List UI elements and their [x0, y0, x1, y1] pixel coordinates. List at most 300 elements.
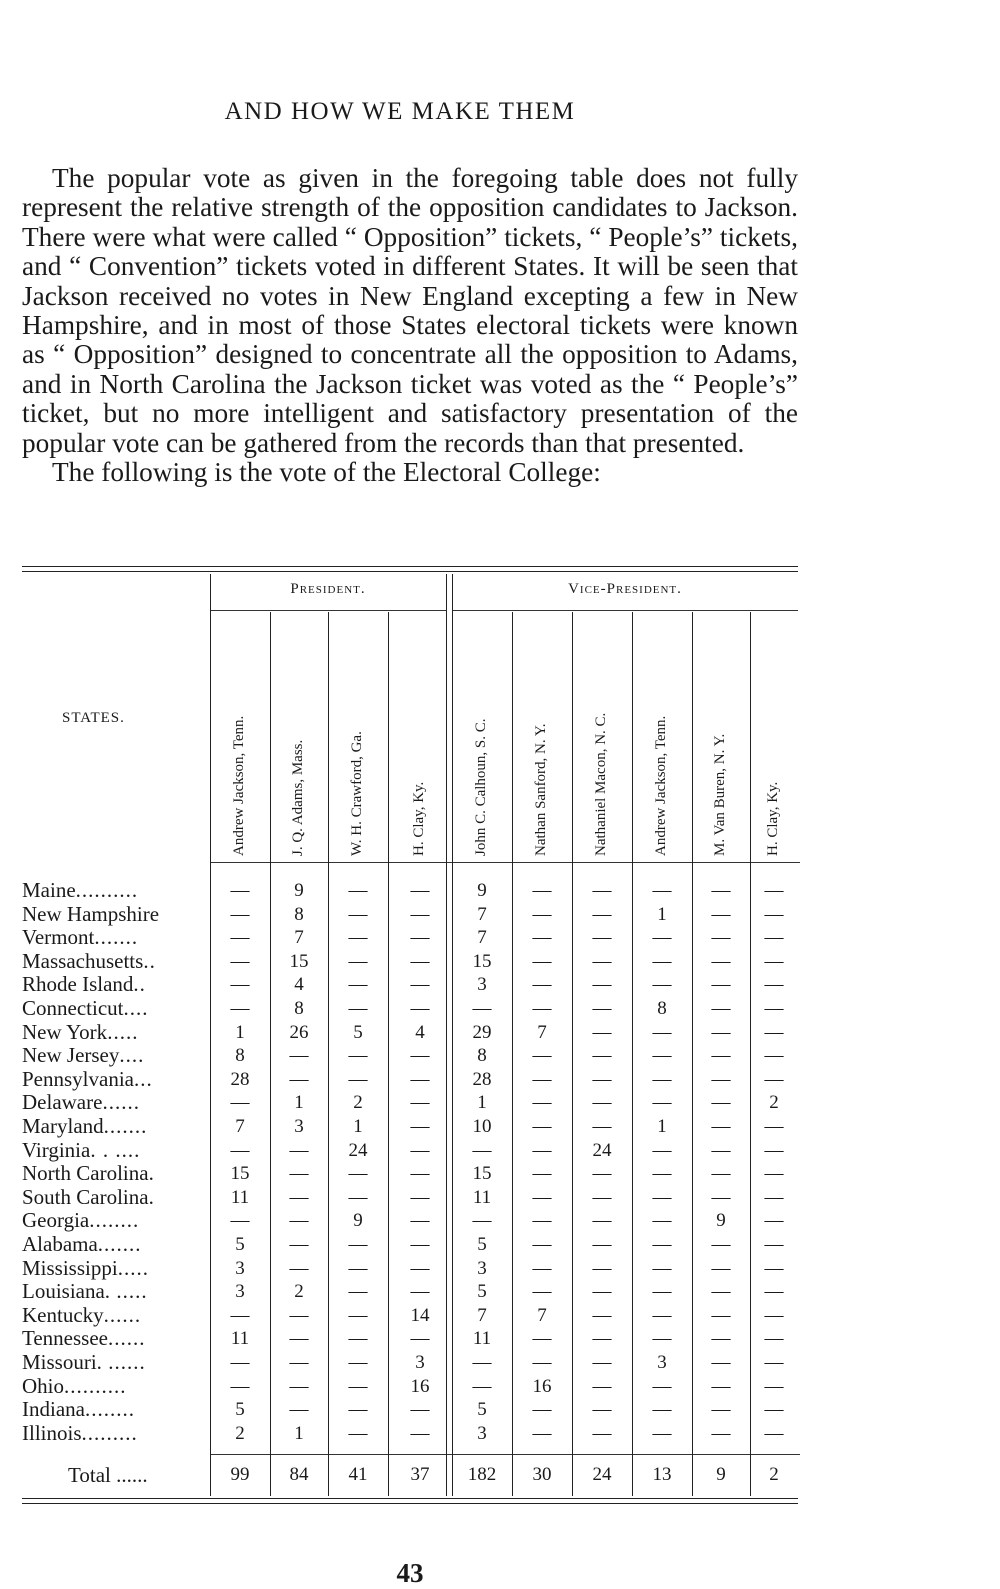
vote-cell: —	[532, 1163, 552, 1185]
vote-cell: 7	[235, 1116, 245, 1137]
paragraph-2: The following is the vote of the Electoral College:	[52, 457, 601, 488]
total-cell: 24	[592, 1464, 612, 1485]
vote-cell: —	[230, 880, 250, 901]
vote-cell: —	[348, 1186, 368, 1208]
vote-cell: —	[230, 903, 250, 925]
vote-cell: —	[764, 1186, 784, 1208]
vote-cell: —	[592, 1328, 612, 1350]
vote-cell: —	[532, 880, 552, 901]
state-name	[22, 879, 210, 902]
vote-cell: —	[532, 1422, 552, 1444]
column-header: H. Clay, Ky.	[411, 781, 427, 856]
vote-cell: —	[230, 1352, 250, 1373]
vote-cell: 2	[235, 1422, 245, 1444]
vote-cell: —	[764, 1116, 784, 1137]
vote-cell: —	[652, 950, 672, 972]
vote-cell: 1	[353, 1116, 363, 1137]
vote-cell: —	[652, 1422, 672, 1444]
vote-cell: —	[348, 1257, 368, 1279]
vote-cell: 5	[235, 1234, 245, 1255]
electoral-college-table	[22, 566, 800, 1526]
vote-cell: 3	[657, 1352, 667, 1373]
vote-cell: —	[410, 927, 430, 949]
vote-cell: —	[230, 1139, 250, 1161]
vote-cell: —	[764, 1281, 784, 1303]
leader-dots: .........	[81, 1421, 138, 1445]
vote-cell: —	[592, 880, 612, 901]
vote-cell: —	[711, 998, 731, 1019]
vote-cell: —	[230, 1375, 250, 1397]
leader-dots: ......	[103, 1303, 142, 1327]
vote-cell: —	[472, 1352, 492, 1373]
vote-cell: —	[289, 1328, 309, 1350]
vote-cell: —	[764, 1021, 784, 1043]
column-header: Nathaniel Macon, N. C.	[593, 712, 609, 856]
vote-cell: —	[711, 1422, 731, 1444]
vote-cell: —	[592, 1304, 612, 1326]
state-name	[22, 1257, 210, 1280]
vote-cell: —	[472, 1210, 492, 1232]
vote-cell: —	[532, 950, 552, 972]
vote-cell: —	[592, 950, 612, 972]
leader-dots: ......	[108, 1327, 146, 1351]
state-name	[22, 1233, 210, 1256]
leader-dots: ....	[119, 1044, 145, 1068]
vote-cell: —	[410, 1422, 430, 1444]
body-text	[22, 164, 798, 487]
vote-cell: —	[592, 1068, 612, 1090]
table-row	[22, 1021, 798, 1045]
table-row	[22, 1280, 798, 1304]
leader-dots: ..........	[64, 1374, 127, 1398]
vote-cell: —	[652, 1328, 672, 1350]
vote-cell: 28	[472, 1068, 492, 1090]
vote-cell: —	[532, 1092, 552, 1114]
vote-cell: —	[532, 1068, 552, 1090]
vote-cell: 7	[477, 1304, 487, 1326]
leader-dots: .....	[107, 1020, 139, 1044]
vote-cell: —	[532, 998, 552, 1019]
vote-cell: 11	[230, 1328, 250, 1350]
vote-cell: —	[348, 998, 368, 1019]
vote-cell: —	[652, 1186, 672, 1208]
vote-cell: —	[532, 927, 552, 949]
vote-cell: 9	[477, 880, 487, 901]
vote-cell: —	[592, 1186, 612, 1208]
vote-cell: —	[592, 927, 612, 949]
column-header: Andrew Jackson, Tenn.	[231, 715, 247, 856]
vote-cell: —	[652, 1163, 672, 1185]
vote-cell: —	[532, 1210, 552, 1232]
state-label: Mississippi	[22, 1256, 118, 1280]
vote-cell: —	[652, 1092, 672, 1114]
vote-cell: 4	[415, 1021, 425, 1043]
vote-cell: —	[230, 1210, 250, 1232]
table-row	[22, 879, 798, 903]
vote-cell: —	[410, 1116, 430, 1137]
vote-cell: —	[348, 1422, 368, 1444]
vote-cell: —	[592, 903, 612, 925]
leader-dots: ..	[143, 949, 156, 973]
total-cell: 99	[230, 1464, 250, 1485]
state-label: Maryland	[22, 1115, 104, 1138]
vote-cell: —	[764, 1210, 784, 1232]
table-row	[22, 1162, 798, 1186]
leader-dots: .....	[117, 1256, 149, 1280]
table-row	[22, 1044, 798, 1068]
vote-cell: —	[592, 1092, 612, 1114]
vote-cell: —	[764, 1068, 784, 1090]
vote-cell: —	[410, 903, 430, 925]
state-name	[22, 903, 210, 926]
vote-cell: —	[230, 927, 250, 949]
vote-cell: —	[532, 1234, 552, 1255]
state-name	[22, 950, 210, 973]
vote-cell: —	[289, 1186, 309, 1208]
total-cell: 41	[348, 1464, 368, 1485]
state-label: Alabama	[22, 1233, 98, 1256]
table-row	[22, 1351, 798, 1375]
vote-cell: 3	[235, 1281, 245, 1303]
vote-cell: —	[289, 1352, 309, 1373]
state-name	[22, 1280, 210, 1303]
leader-dots: ....	[123, 997, 149, 1020]
leader-dots: ......	[101, 1351, 146, 1374]
vote-cell: —	[652, 1399, 672, 1421]
vote-cell: 15	[472, 1163, 492, 1185]
leader-dots: .	[148, 1185, 155, 1209]
vote-cell: —	[764, 1352, 784, 1373]
total-text: Total	[68, 1463, 111, 1487]
vote-cell: —	[711, 1375, 731, 1397]
vote-cell: —	[348, 903, 368, 925]
vote-cell: 10	[472, 1116, 492, 1137]
table-row	[22, 950, 798, 974]
vote-cell: —	[532, 1399, 552, 1421]
vote-cell: —	[348, 1281, 368, 1303]
vote-cell: —	[289, 1375, 309, 1397]
state-label: Kentucky	[22, 1303, 104, 1327]
state-name	[22, 1422, 210, 1445]
state-name	[22, 1304, 210, 1327]
vote-cell: 2	[294, 1281, 304, 1303]
vote-cell: —	[532, 903, 552, 925]
vote-cell: 3	[415, 1352, 425, 1373]
total-label	[68, 1463, 148, 1488]
state-label: Rhode Island	[22, 973, 134, 997]
state-label: Indiana	[22, 1398, 85, 1422]
state-label: Ohio	[22, 1374, 64, 1398]
vote-cell: —	[652, 1021, 672, 1043]
vote-cell: —	[532, 1045, 552, 1067]
vote-cell: —	[289, 1257, 309, 1279]
vote-cell: —	[711, 1068, 731, 1090]
vote-cell: —	[532, 974, 552, 996]
vote-cell: 7	[537, 1021, 547, 1043]
state-label: Massachusetts	[22, 949, 144, 973]
vote-cell: 3	[477, 1257, 487, 1279]
vote-cell: —	[711, 1304, 731, 1326]
vote-cell: 26	[289, 1021, 309, 1043]
state-name	[22, 1044, 210, 1067]
table-row	[22, 1327, 798, 1351]
state-label: Missouri.	[22, 1351, 102, 1374]
vote-cell: 1	[235, 1021, 245, 1043]
vote-cell: —	[652, 1304, 672, 1326]
vote-cell: —	[652, 1210, 672, 1232]
vote-cell: —	[711, 903, 731, 925]
vote-cell: —	[410, 880, 430, 901]
vote-cell: —	[711, 1163, 731, 1185]
vote-cell: —	[764, 903, 784, 925]
vote-cell: —	[711, 1092, 731, 1114]
table-row	[22, 903, 798, 927]
vote-cell: 5	[235, 1399, 245, 1421]
vote-cell: —	[592, 1352, 612, 1373]
vote-cell: —	[348, 1304, 368, 1326]
total-cell: 2	[769, 1464, 779, 1485]
vote-cell: 8	[657, 998, 667, 1019]
vote-cell: —	[410, 1399, 430, 1421]
state-name	[22, 926, 210, 949]
vote-cell: —	[348, 950, 368, 972]
state-name	[22, 1139, 210, 1162]
table-row	[22, 1257, 798, 1281]
vote-cell: —	[289, 1163, 309, 1185]
vote-cell: —	[764, 950, 784, 972]
vote-cell: —	[711, 927, 731, 949]
vote-cell: 16	[410, 1375, 430, 1397]
vote-cell: —	[532, 1281, 552, 1303]
table-row	[22, 1115, 798, 1139]
vote-cell: —	[711, 1281, 731, 1303]
leader-dots: ......	[116, 1463, 148, 1487]
state-name	[22, 1068, 210, 1091]
vote-cell: 2	[769, 1092, 779, 1114]
vote-cell: 24	[592, 1139, 612, 1161]
vote-cell: —	[348, 1352, 368, 1373]
state-name	[22, 1162, 210, 1185]
vote-cell: —	[348, 1163, 368, 1185]
vote-cell: —	[764, 1234, 784, 1255]
table-row	[22, 1398, 798, 1422]
vote-cell: —	[764, 1257, 784, 1279]
vote-cell: 3	[235, 1257, 245, 1279]
vote-cell: —	[652, 1068, 672, 1090]
state-name	[22, 1209, 210, 1232]
vote-cell: —	[532, 1186, 552, 1208]
table-row	[22, 1186, 798, 1210]
vote-cell: —	[711, 1021, 731, 1043]
table-row	[22, 1233, 798, 1257]
state-label: Illinois	[22, 1421, 82, 1445]
vote-cell: —	[410, 1092, 430, 1114]
vote-cell: —	[652, 1045, 672, 1067]
state-name	[22, 1351, 210, 1374]
vote-cell: —	[711, 1116, 731, 1137]
vote-cell: —	[592, 1375, 612, 1397]
vote-cell: 8	[294, 903, 304, 925]
state-name	[22, 1375, 210, 1398]
vote-cell: —	[289, 1139, 309, 1161]
vote-cell: —	[652, 1281, 672, 1303]
vote-cell: 5	[477, 1281, 487, 1303]
vote-cell: —	[348, 1399, 368, 1421]
column-header: W. H. Crawford, Ga.	[349, 731, 365, 856]
vote-cell: 15	[289, 950, 309, 972]
vote-cell: —	[230, 1304, 250, 1326]
state-name	[22, 997, 210, 1020]
state-name	[22, 1115, 210, 1138]
vote-cell: —	[410, 1045, 430, 1067]
table-row	[22, 1139, 798, 1163]
vote-cell: —	[592, 1021, 612, 1043]
column-header: Nathan Sanford, N. Y.	[533, 723, 549, 856]
leader-dots: ..	[133, 973, 146, 997]
vice-president-group-header: Vice-President.	[568, 581, 682, 597]
vote-cell: —	[592, 1399, 612, 1421]
vote-cell: —	[711, 1352, 731, 1373]
vote-cell: —	[348, 1328, 368, 1350]
vote-cell: 11	[472, 1328, 492, 1350]
column-header: H. Clay, Ky.	[765, 781, 781, 856]
vote-cell: —	[230, 998, 250, 1019]
vote-cell: 7	[477, 927, 487, 949]
vote-cell: —	[592, 998, 612, 1019]
vote-cell: —	[592, 974, 612, 996]
running-head: AND HOW WE MAKE THEM	[224, 98, 576, 125]
vote-cell: 7	[477, 903, 487, 925]
table-row	[22, 1091, 798, 1115]
vote-cell: —	[532, 1257, 552, 1279]
vote-cell: —	[472, 998, 492, 1019]
table-row	[22, 973, 798, 997]
vote-cell: —	[764, 974, 784, 996]
state-name	[22, 1186, 210, 1209]
state-label: Virginia	[22, 1138, 91, 1162]
vote-cell: —	[592, 1234, 612, 1255]
state-label: Louisiana.	[22, 1280, 111, 1304]
total-cell: 84	[289, 1464, 309, 1485]
state-name	[22, 1327, 210, 1350]
vote-cell: —	[289, 1210, 309, 1232]
vote-cell: 1	[657, 903, 667, 925]
vote-cell: —	[348, 974, 368, 996]
state-label: Delaware	[22, 1091, 103, 1115]
vote-cell: —	[410, 1186, 430, 1208]
state-name	[22, 1091, 210, 1114]
vote-cell: —	[764, 1328, 784, 1350]
vote-cell: —	[764, 998, 784, 1019]
vote-cell: —	[764, 1422, 784, 1444]
vote-cell: 9	[716, 1210, 726, 1232]
vote-cell: —	[711, 1186, 731, 1208]
states-column-header: STATES.	[62, 710, 125, 726]
vote-cell: —	[652, 1375, 672, 1397]
vote-cell: 7	[294, 927, 304, 949]
vote-cell: —	[592, 1257, 612, 1279]
vote-cell: —	[764, 1375, 784, 1397]
vote-cell: —	[472, 1139, 492, 1161]
vote-cell: —	[592, 1163, 612, 1185]
state-name	[22, 973, 210, 996]
vote-cell: —	[764, 1045, 784, 1067]
table-row	[22, 1068, 798, 1092]
table-row	[22, 1375, 798, 1399]
vote-cell: 8	[477, 1045, 487, 1067]
vote-cell: 3	[477, 1422, 487, 1444]
leader-dots: ..........	[75, 879, 139, 902]
vote-cell: —	[652, 1139, 672, 1161]
president-group-header: President.	[290, 581, 366, 597]
vote-cell: —	[532, 1116, 552, 1137]
vote-cell: 11	[472, 1186, 492, 1208]
vote-cell: —	[764, 1139, 784, 1161]
vote-cell: —	[230, 950, 250, 972]
vote-cell: 5	[477, 1234, 487, 1255]
vote-cell: —	[410, 1257, 430, 1279]
table-row	[22, 1304, 798, 1328]
total-cell: 37	[410, 1464, 430, 1485]
vote-cell: 29	[472, 1021, 492, 1043]
vote-cell: —	[348, 1045, 368, 1067]
vote-cell: —	[764, 927, 784, 949]
vote-cell: —	[764, 1163, 784, 1185]
table-row	[22, 926, 798, 950]
leader-dots: .......	[97, 1233, 142, 1256]
vote-cell: —	[652, 1257, 672, 1279]
state-label: Tennessee	[22, 1327, 108, 1351]
leader-dots: ......	[102, 1091, 140, 1115]
vote-cell: —	[711, 1328, 731, 1350]
vote-cell: 3	[477, 974, 487, 996]
total-cell: 9	[716, 1464, 726, 1485]
table-row	[22, 997, 798, 1021]
vote-cell: —	[410, 1234, 430, 1255]
paragraph-1: The popular vote as given in the foregoing table does not fully represent the relative strength of the opposition candidates to Jackson. There were what were called “ Opposition” tickets, “ People’s” tickets, and “ Convention” tickets voted in different States. It will be seen that Jackson received no votes in New England excepting a few in New Hampshire, and in most of those States electoral tickets were known as “ Opposition” designed to concentrate all the opposition to Adams, and in North Carolina the Jackson ticket was voted as the “ People’s” ticket, but no more intelligent and satisfactory presentation of the popular vote can be gathered from the records than that presented.	[22, 163, 798, 458]
vote-cell: —	[592, 1281, 612, 1303]
vote-cell: 9	[294, 880, 304, 901]
table-row	[22, 1209, 798, 1233]
vote-cell: —	[348, 1068, 368, 1090]
vote-cell: —	[410, 1068, 430, 1090]
vote-cell: 3	[294, 1116, 304, 1137]
page-number: 43	[396, 1558, 424, 1588]
vote-cell: —	[348, 927, 368, 949]
vote-cell: —	[592, 1116, 612, 1137]
vote-cell: —	[289, 1068, 309, 1090]
vote-cell: —	[532, 1352, 552, 1373]
state-label: New Hampshire	[22, 902, 160, 926]
column-header: J. Q. Adams, Mass.	[290, 739, 306, 856]
vote-cell: —	[289, 1399, 309, 1421]
state-label: Connecticut	[22, 997, 124, 1020]
vote-cell: 1	[657, 1116, 667, 1137]
vote-cell: —	[592, 1422, 612, 1444]
vote-cell: —	[532, 1328, 552, 1350]
vote-cell: —	[532, 1139, 552, 1161]
vote-cell: —	[652, 927, 672, 949]
vote-cell: —	[652, 974, 672, 996]
state-name	[22, 1021, 210, 1044]
vote-cell: —	[289, 1304, 309, 1326]
vote-cell: —	[764, 880, 784, 901]
vote-cell: 2	[353, 1092, 363, 1114]
vote-cell: —	[230, 1092, 250, 1114]
leader-dots: .......	[94, 926, 139, 950]
vote-cell: 5	[353, 1021, 363, 1043]
vote-cell: —	[711, 1399, 731, 1421]
